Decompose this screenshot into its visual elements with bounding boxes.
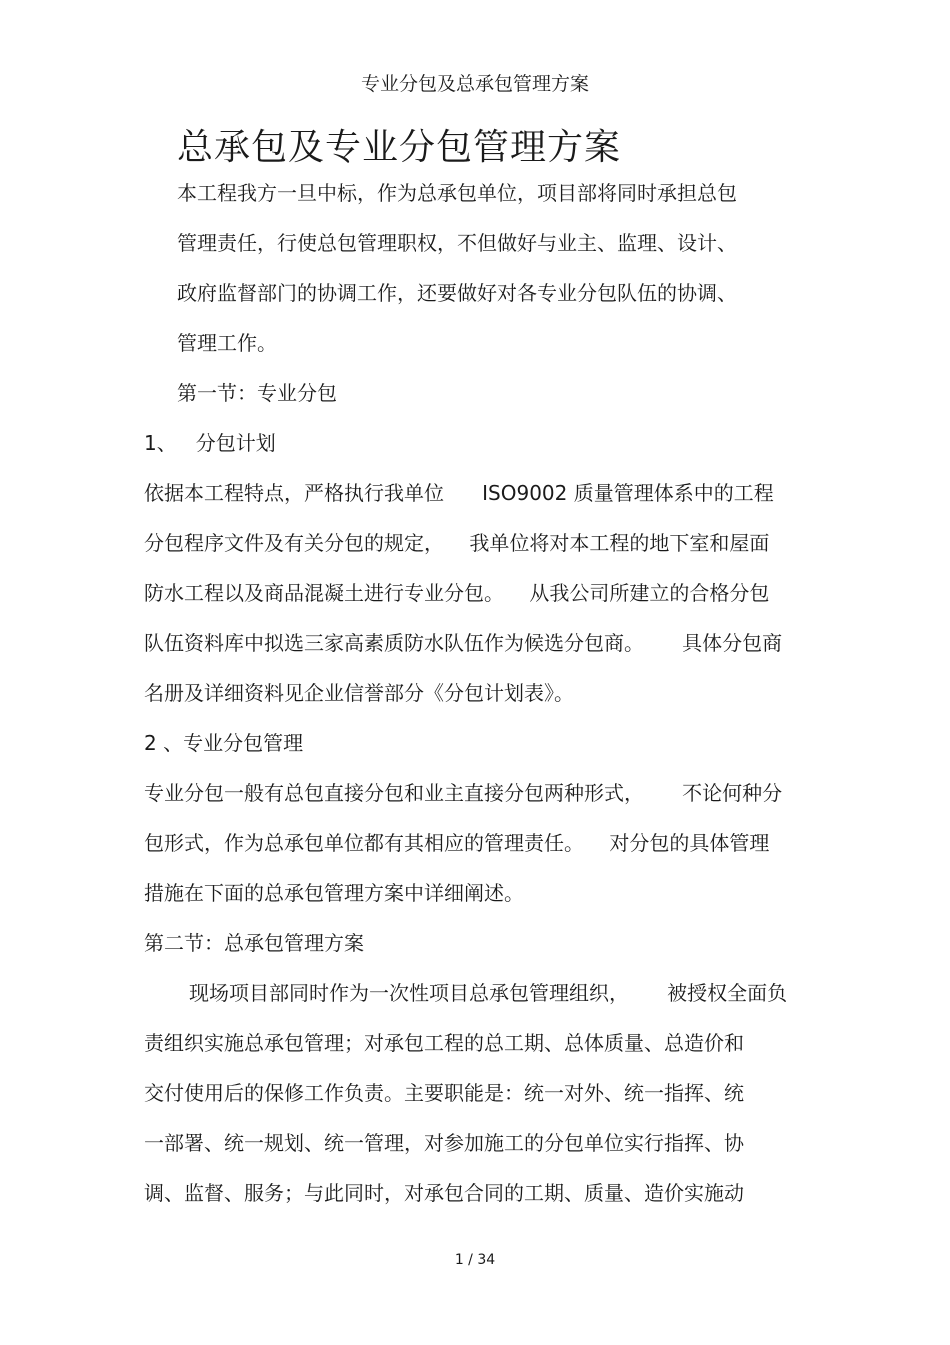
section2-heading: 第二节：总承包管理方案 — [144, 931, 364, 955]
body-line: 一部署、统一规划、统一管理，对参加施工的分包单位实行指挥、协 — [144, 1131, 744, 1155]
intro-line: 本工程我方一旦中标，作为总承包单位，项目部将同时承担总包 — [177, 181, 737, 205]
intro-line: 管理责任，行使总包管理职权，不但做好与业主、监理、设计、 — [177, 231, 737, 255]
subsection1-heading: 1、 分包计划 — [144, 431, 276, 455]
body-line: 防水工程以及商品混凝土进行专业分包。 从我公司所建立的合格分包 — [144, 581, 770, 605]
body-line: 包形式，作为总承包单位都有其相应的管理责任。 对分包的具体管理 — [144, 831, 770, 855]
body-line: 措施在下面的总承包管理方案中详细阐述。 — [144, 881, 524, 905]
body-line: 队伍资料库中拟选三家高素质防水队伍作为候选分包商。 具体分包商 — [144, 631, 783, 655]
body-line: 专业分包一般有总包直接分包和业主直接分包两种形式， 不论何种分 — [144, 781, 783, 805]
intro-line: 管理工作。 — [177, 331, 277, 355]
document-title: 总承包及专业分包管理方案 — [177, 127, 622, 168]
intro-line: 政府监督部门的协调工作，还要做好对各专业分包队伍的协调、 — [177, 281, 737, 305]
running-header: 专业分包及总承包管理方案 — [360, 73, 589, 95]
section1-heading: 第一节：专业分包 — [177, 381, 337, 405]
body-line: 调、监督、服务；与此同时，对承包合同的工期、质量、造价实施动 — [144, 1181, 744, 1205]
subsection2-heading: 2 、专业分包管理 — [144, 731, 304, 755]
body-line: 名册及详细资料见企业信誉部分《分包计划表》。 — [144, 681, 574, 705]
body-line: 责组织实施总承包管理；对承包工程的总工期、总体质量、总造价和 — [144, 1031, 744, 1055]
body-line: 现场项目部同时作为一次性项目总承包管理组织， 被授权全面负 — [189, 981, 788, 1005]
page-number: 1 / 34 — [454, 1252, 496, 1268]
body-line: 交付使用后的保修工作负责。主要职能是：统一对外、统一指挥、统 — [144, 1081, 744, 1105]
body-line: 依据本工程特点，严格执行我单位 ISO9002 质量管理体系中的工程 — [144, 481, 774, 505]
body-line: 分包程序文件及有关分包的规定， 我单位将对本工程的地下室和屋面 — [144, 531, 770, 555]
